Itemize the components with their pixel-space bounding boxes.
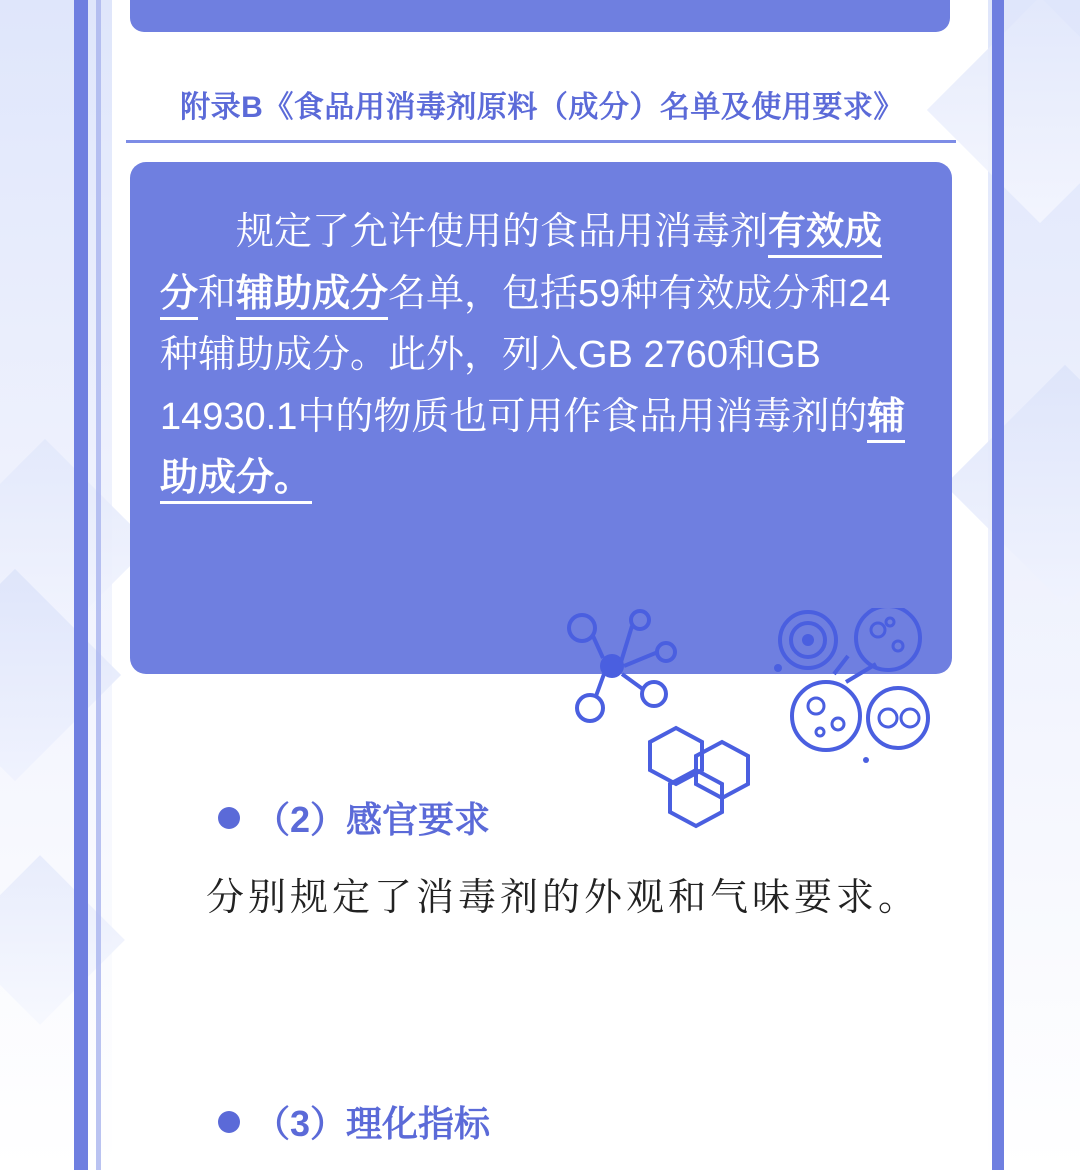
- section-label-physicochemical: （3）理化指标: [254, 1103, 491, 1144]
- appendix-b-heading: 附录B《食品用消毒剂原料（成分）名单及使用要求》: [180, 91, 904, 124]
- appendix-b-paragraph: [160, 202, 916, 510]
- bullet-dot-icon: [218, 807, 240, 829]
- appendix-b-content-card: [130, 162, 952, 674]
- appendix-text-mid2: 名单，包括59种有效成分和24种辅助成分。此外，列入GB 2760和GB 14930.1中的物质也可用作食品用消毒剂的: [160, 272, 891, 438]
- appendix-emphasis-auxiliary-ingredient-2: 辅助成分。: [160, 396, 905, 505]
- heading-underline: [126, 140, 956, 143]
- appendix-emphasis-auxiliary-ingredient: 辅助成分: [236, 273, 388, 320]
- appendix-emphasis-active-ingredient: 有效成分: [160, 211, 882, 320]
- section-bullet-physicochemical-indicators: [218, 1096, 490, 1147]
- section-bullet-sensory-requirements: [218, 792, 490, 843]
- flask-bubbles-icon: [770, 608, 940, 773]
- section-label-sensory: （2）感官要求: [254, 799, 491, 840]
- hexagon-chain-icon: [648, 722, 758, 837]
- molecule-icon: [548, 608, 698, 733]
- bullet-dot-icon: [218, 1111, 240, 1133]
- section-paragraph-sensory: 分别规定了消毒剂的外观和气味要求。: [206, 877, 921, 919]
- previous-section-card: [130, 0, 950, 32]
- appendix-text-line1: 规定了允许使用的食品用消毒剂: [236, 211, 769, 253]
- appendix-text-mid1: 和: [198, 272, 237, 315]
